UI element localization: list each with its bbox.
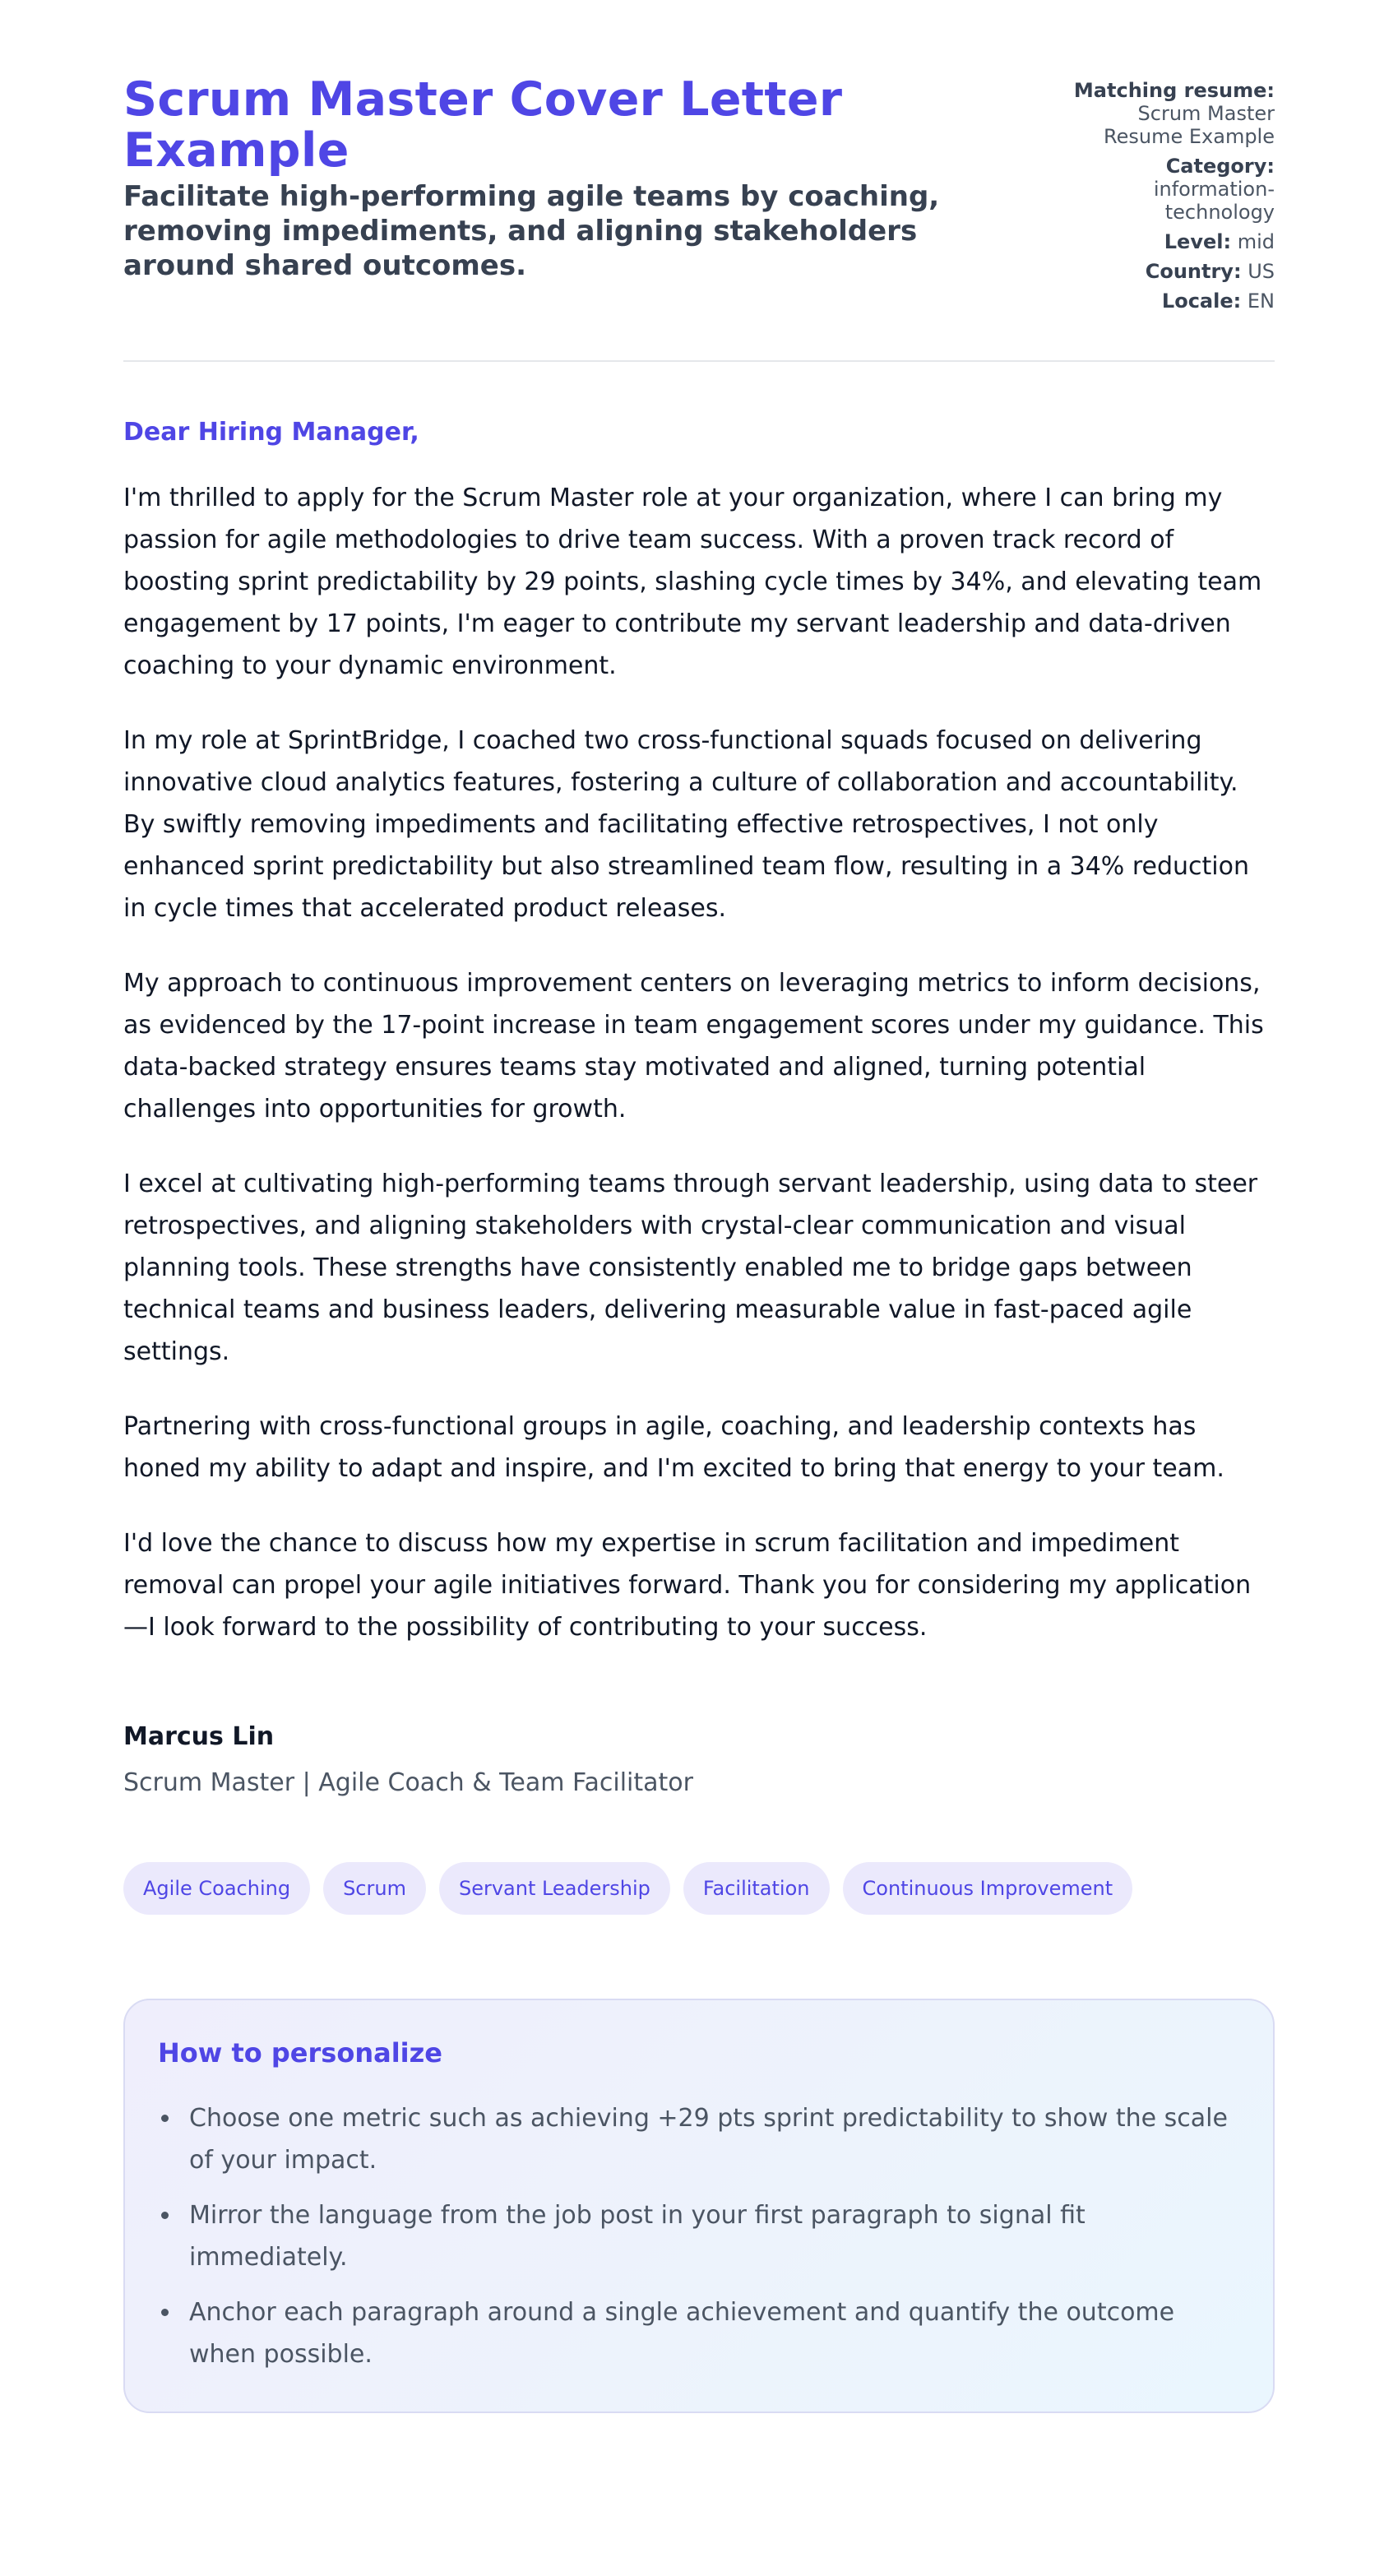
metadata-panel: [1061, 74, 1275, 319]
tips-heading: How to personalize: [158, 2037, 442, 2069]
skill-tag: Scrum: [323, 1862, 426, 1915]
bullet-icon: [161, 2115, 169, 2122]
meta-matching-resume: [1061, 79, 1275, 148]
skill-tag: Facilitation: [683, 1862, 830, 1915]
letter-paragraph: I excel at cultivating high-performing teams through servant leadership, using data to steer retrospectives, and aligning stakeholders with crystal-clear communication and visual planning tools. These strengths have consistently enabled me to bridge gaps between technical teams and business leaders, delivering measurable value in fast-paced agile settings.: [123, 1170, 1258, 1366]
meta-value: US: [1248, 260, 1275, 283]
signature-block: [123, 1722, 1275, 1798]
meta-value: information-technology: [1153, 178, 1275, 224]
letter-paragraph: In my role at SprintBridge, I coached two cross-functional squads focused on delivering innovative cloud analytics features, fostering a culture of collaboration and accountability. By swiftly removing impediments and facilitating effective retrospectives, I not only enhanced sprint predictability but also streamlined team flow, resulting in a 34% reduction in cycle times that accelerated product releases.: [123, 726, 1249, 923]
letter-paragraph: I'd love the chance to discuss how my expertise in scrum facilitation and impediment removal can propel your agile initiatives forward. Thank you for considering my application—I look forward to the possibility of contributing to your success.: [123, 1529, 1252, 1642]
signature-title: Scrum Master | Agile Coach & Team Facilitator: [123, 1768, 693, 1797]
meta-label: Level:: [1164, 230, 1232, 253]
skill-tag: Agile Coaching: [123, 1862, 310, 1915]
page-subtitle: Facilitate high-performing agile teams by coaching, removing impediments, and aligning stakeholders around shared outcomes.: [123, 180, 940, 282]
meta-category: [1061, 155, 1275, 224]
meta-value: EN: [1247, 290, 1275, 313]
skill-tag: Continuous Improvement: [843, 1862, 1133, 1915]
title-block: [123, 74, 1011, 283]
tip-text: Mirror the language from the job post in your first paragraph to signal fit immediately.: [189, 2201, 1086, 2272]
meta-value: mid: [1237, 230, 1275, 253]
tip-text: Choose one metric such as achieving +29 pts sprint predictability to show the scale of your impact.: [189, 2104, 1228, 2175]
letter-paragraph: Partnering with cross-functional groups in agile, coaching, and leadership contexts has honed my ability to adapt and inspire, and I'm excited to bring that energy to your team.: [123, 1412, 1224, 1483]
letter-paragraph: I'm thrilled to apply for the Scrum Master role at your organization, where I can bring my passion for agile methodologies to drive team success. With a proven track record of boosting sprint predictability by 29 points, slashing cycle times by 34%, and elevating team engagement by 17 points, I'm eager to contribute my servant leadership and data-driven coaching to your dynamic environment.: [123, 484, 1262, 680]
bullet-icon: [161, 2309, 169, 2316]
tip-item: [189, 2097, 1240, 2181]
tip-text: Anchor each paragraph around a single achievement and quantify the outcome when possible.: [189, 2298, 1175, 2369]
signature-name: Marcus Lin: [123, 1722, 275, 1751]
letter-paragraph: My approach to continuous improvement centers on leveraging metrics to inform decisions, as evidenced by the 17-point increase in team engagement scores under my guidance. This data-backed strategy ensures teams stay motivated and aligned, turning potential challenges into opportunities for growth.: [123, 969, 1264, 1124]
meta-label: Country:: [1145, 260, 1242, 283]
meta-label: Locale:: [1161, 290, 1242, 313]
skill-tags: [123, 1862, 1275, 1915]
letter-section: [123, 418, 1275, 1648]
tip-item: [189, 2291, 1240, 2375]
meta-label: Matching resume:: [1073, 79, 1275, 102]
tip-item: [189, 2194, 1240, 2278]
matching-resume-link[interactable]: Scrum Master Resume Example: [1104, 102, 1275, 148]
page-header: [123, 74, 1275, 362]
meta-country: [1061, 260, 1275, 283]
meta-label: Category:: [1165, 155, 1275, 178]
meta-locale: [1061, 290, 1275, 313]
personalize-tips-box: [123, 1999, 1275, 2413]
meta-level: [1061, 230, 1275, 253]
tips-list: [158, 2097, 1240, 2375]
cover-letter-page: [123, 0, 1275, 2413]
bullet-icon: [161, 2212, 169, 2219]
skill-tag: Servant Leadership: [439, 1862, 670, 1915]
page-title: Scrum Master Cover Letter Example: [123, 72, 843, 178]
letter-body: [123, 477, 1275, 1648]
salutation: Dear Hiring Manager,: [123, 418, 419, 447]
